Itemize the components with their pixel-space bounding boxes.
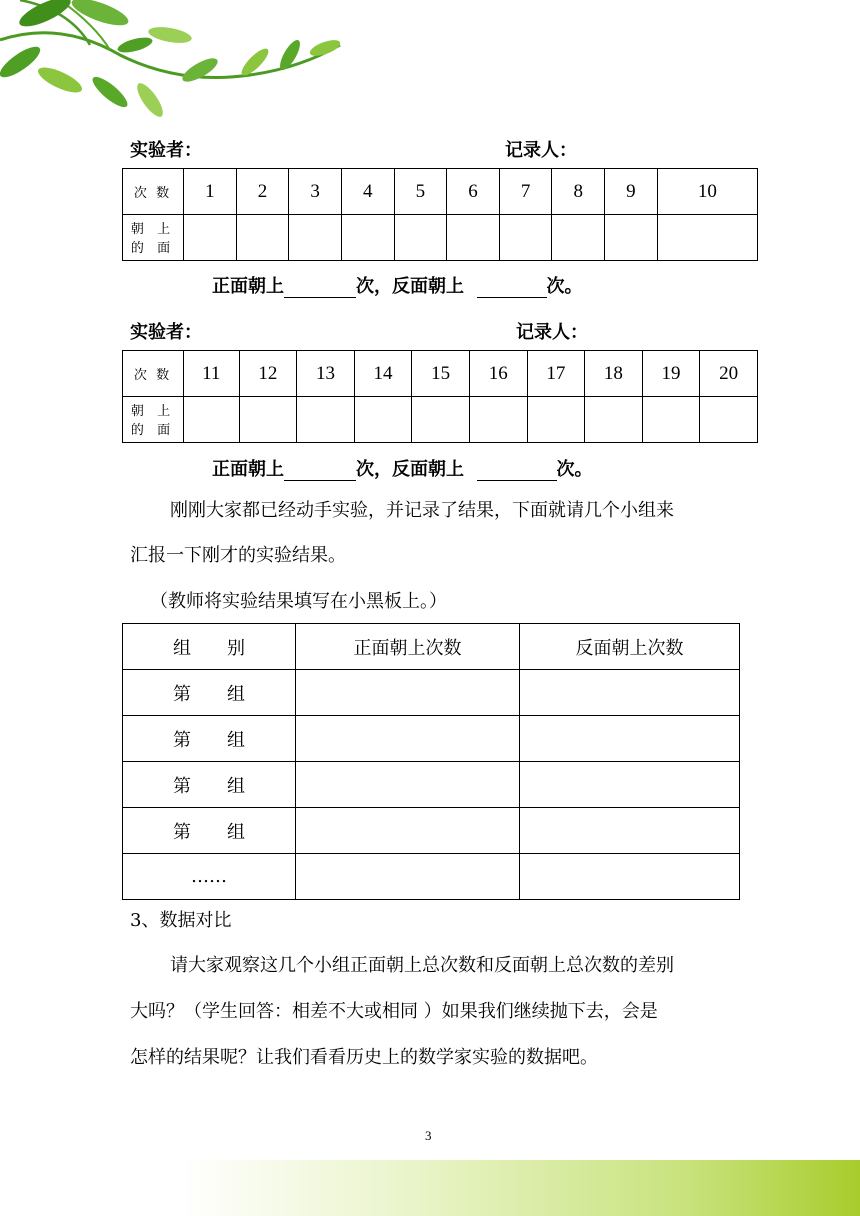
experimenter-label-2: 实验者： — [130, 322, 202, 343]
trial-number: 17 — [527, 351, 585, 397]
face-cell[interactable] — [642, 397, 700, 443]
row-header-face — [123, 215, 184, 261]
heads-count-cell[interactable] — [296, 762, 520, 808]
summary-row — [123, 670, 740, 716]
face-cell[interactable] — [585, 397, 643, 443]
tails-blank[interactable] — [477, 277, 547, 298]
face-cell[interactable] — [394, 215, 447, 261]
face-cell[interactable] — [184, 397, 240, 443]
row-header-face-line1: 朝 上 — [130, 402, 176, 418]
header-tails-count: 反面朝上次数 — [520, 624, 740, 670]
trial-number: 1 — [184, 169, 237, 215]
recorder-label-1: 记录人： — [505, 140, 577, 161]
trial-number: 14 — [354, 351, 412, 397]
group-label: 第 组 — [123, 670, 296, 716]
heads-count-cell[interactable] — [296, 808, 520, 854]
group-label: 第 组 — [123, 808, 296, 854]
face-cell[interactable] — [341, 215, 394, 261]
tails-count-cell[interactable] — [520, 808, 740, 854]
group-label: 第 组 — [123, 716, 296, 762]
result-line-1 — [212, 272, 583, 298]
face-cell[interactable] — [527, 397, 585, 443]
trial-number: 20 — [700, 351, 758, 397]
heads-blank[interactable] — [284, 277, 356, 298]
face-cell[interactable] — [552, 215, 605, 261]
group-label: 第 组 — [123, 762, 296, 808]
face-cell[interactable] — [184, 215, 237, 261]
trial-number: 2 — [236, 169, 289, 215]
group-summary-table — [122, 623, 740, 900]
tails-count-cell[interactable] — [520, 762, 740, 808]
summary-row — [123, 808, 740, 854]
face-cell[interactable] — [657, 215, 757, 261]
face-cell[interactable] — [469, 397, 527, 443]
summary-row — [123, 854, 740, 900]
trial-count-row — [123, 351, 758, 397]
section-heading: 3、数据对比 — [130, 910, 232, 931]
summary-row — [123, 716, 740, 762]
face-cell[interactable] — [700, 397, 758, 443]
trial-count-row — [123, 169, 758, 215]
tails-blank[interactable] — [477, 460, 557, 481]
result-tails-label: 次，反面朝上 — [356, 459, 464, 480]
trial-number: 19 — [642, 351, 700, 397]
paragraph-1-line-2: 汇报一下刚才的实验结果。 — [130, 545, 346, 566]
heads-blank[interactable] — [284, 460, 356, 481]
face-cell[interactable] — [605, 215, 658, 261]
paragraph-2-line-3: 怎样的结果呢？让我们看看历史上的数学家实验的数据吧。 — [130, 1047, 598, 1068]
trial-number: 6 — [447, 169, 500, 215]
face-cell[interactable] — [447, 215, 500, 261]
face-cell[interactable] — [499, 215, 552, 261]
paragraph-1-line-1: 刚刚大家都已经动手实验，并记录了结果，下面就请几个小组来 — [170, 500, 674, 521]
teacher-note: （教师将实验结果填写在小黑板上。） — [150, 591, 447, 612]
summary-row — [123, 762, 740, 808]
row-header-count: 次 数 — [123, 351, 184, 397]
trial-number: 16 — [469, 351, 527, 397]
paragraph-2-line-2: 大吗？（学生回答：相差不大或相同 ）如果我们继续抛下去，会是 — [130, 1001, 658, 1022]
summary-header-row — [123, 624, 740, 670]
heads-count-cell[interactable] — [296, 854, 520, 900]
row-header-count: 次 数 — [123, 169, 184, 215]
trial-number: 5 — [394, 169, 447, 215]
recorder-label-2: 记录人： — [516, 322, 588, 343]
result-line-2 — [212, 455, 593, 481]
experimenter-label-1: 实验者： — [130, 140, 202, 161]
group-label-ellipsis: …… — [123, 854, 296, 900]
result-heads-label: 正面朝上 — [212, 459, 284, 480]
footer-gradient-band — [180, 1160, 860, 1216]
face-cell[interactable] — [297, 397, 355, 443]
face-cell[interactable] — [239, 397, 297, 443]
face-cell[interactable] — [289, 215, 342, 261]
face-cell[interactable] — [354, 397, 412, 443]
tails-count-cell[interactable] — [520, 670, 740, 716]
leaf-branch-decoration — [0, 0, 345, 125]
trial-number: 8 — [552, 169, 605, 215]
trial-number: 11 — [184, 351, 240, 397]
face-up-row — [123, 397, 758, 443]
header-heads-count: 正面朝上次数 — [296, 624, 520, 670]
page-number: 3 — [425, 1128, 432, 1143]
row-header-face-line2: 的 面 — [130, 239, 176, 255]
face-up-row — [123, 215, 758, 261]
result-heads-label: 正面朝上 — [212, 276, 284, 297]
heads-count-cell[interactable] — [296, 670, 520, 716]
trial-table-2 — [122, 350, 758, 443]
trial-number: 15 — [412, 351, 470, 397]
row-header-face-line1: 朝 上 — [130, 220, 176, 236]
face-cell[interactable] — [412, 397, 470, 443]
tails-count-cell[interactable] — [520, 716, 740, 762]
row-header-face-line2: 的 面 — [130, 421, 176, 437]
trial-number: 18 — [585, 351, 643, 397]
result-tails-label: 次，反面朝上 — [356, 276, 464, 297]
row-header-face — [123, 397, 184, 443]
result-end: 次。 — [546, 276, 583, 297]
paragraph-2-line-1: 请大家观察这几个小组正面朝上总次数和反面朝上总次数的差别 — [170, 955, 674, 976]
trial-number: 13 — [297, 351, 355, 397]
heads-count-cell[interactable] — [296, 716, 520, 762]
tails-count-cell[interactable] — [520, 854, 740, 900]
face-cell[interactable] — [236, 215, 289, 261]
trial-number: 4 — [341, 169, 394, 215]
trial-number: 9 — [605, 169, 658, 215]
trial-number: 12 — [239, 351, 297, 397]
result-end: 次。 — [556, 459, 593, 480]
trial-table-1 — [122, 168, 758, 261]
trial-number: 10 — [657, 169, 757, 215]
trial-number: 7 — [499, 169, 552, 215]
header-group: 组 别 — [123, 624, 296, 670]
trial-number: 3 — [289, 169, 342, 215]
